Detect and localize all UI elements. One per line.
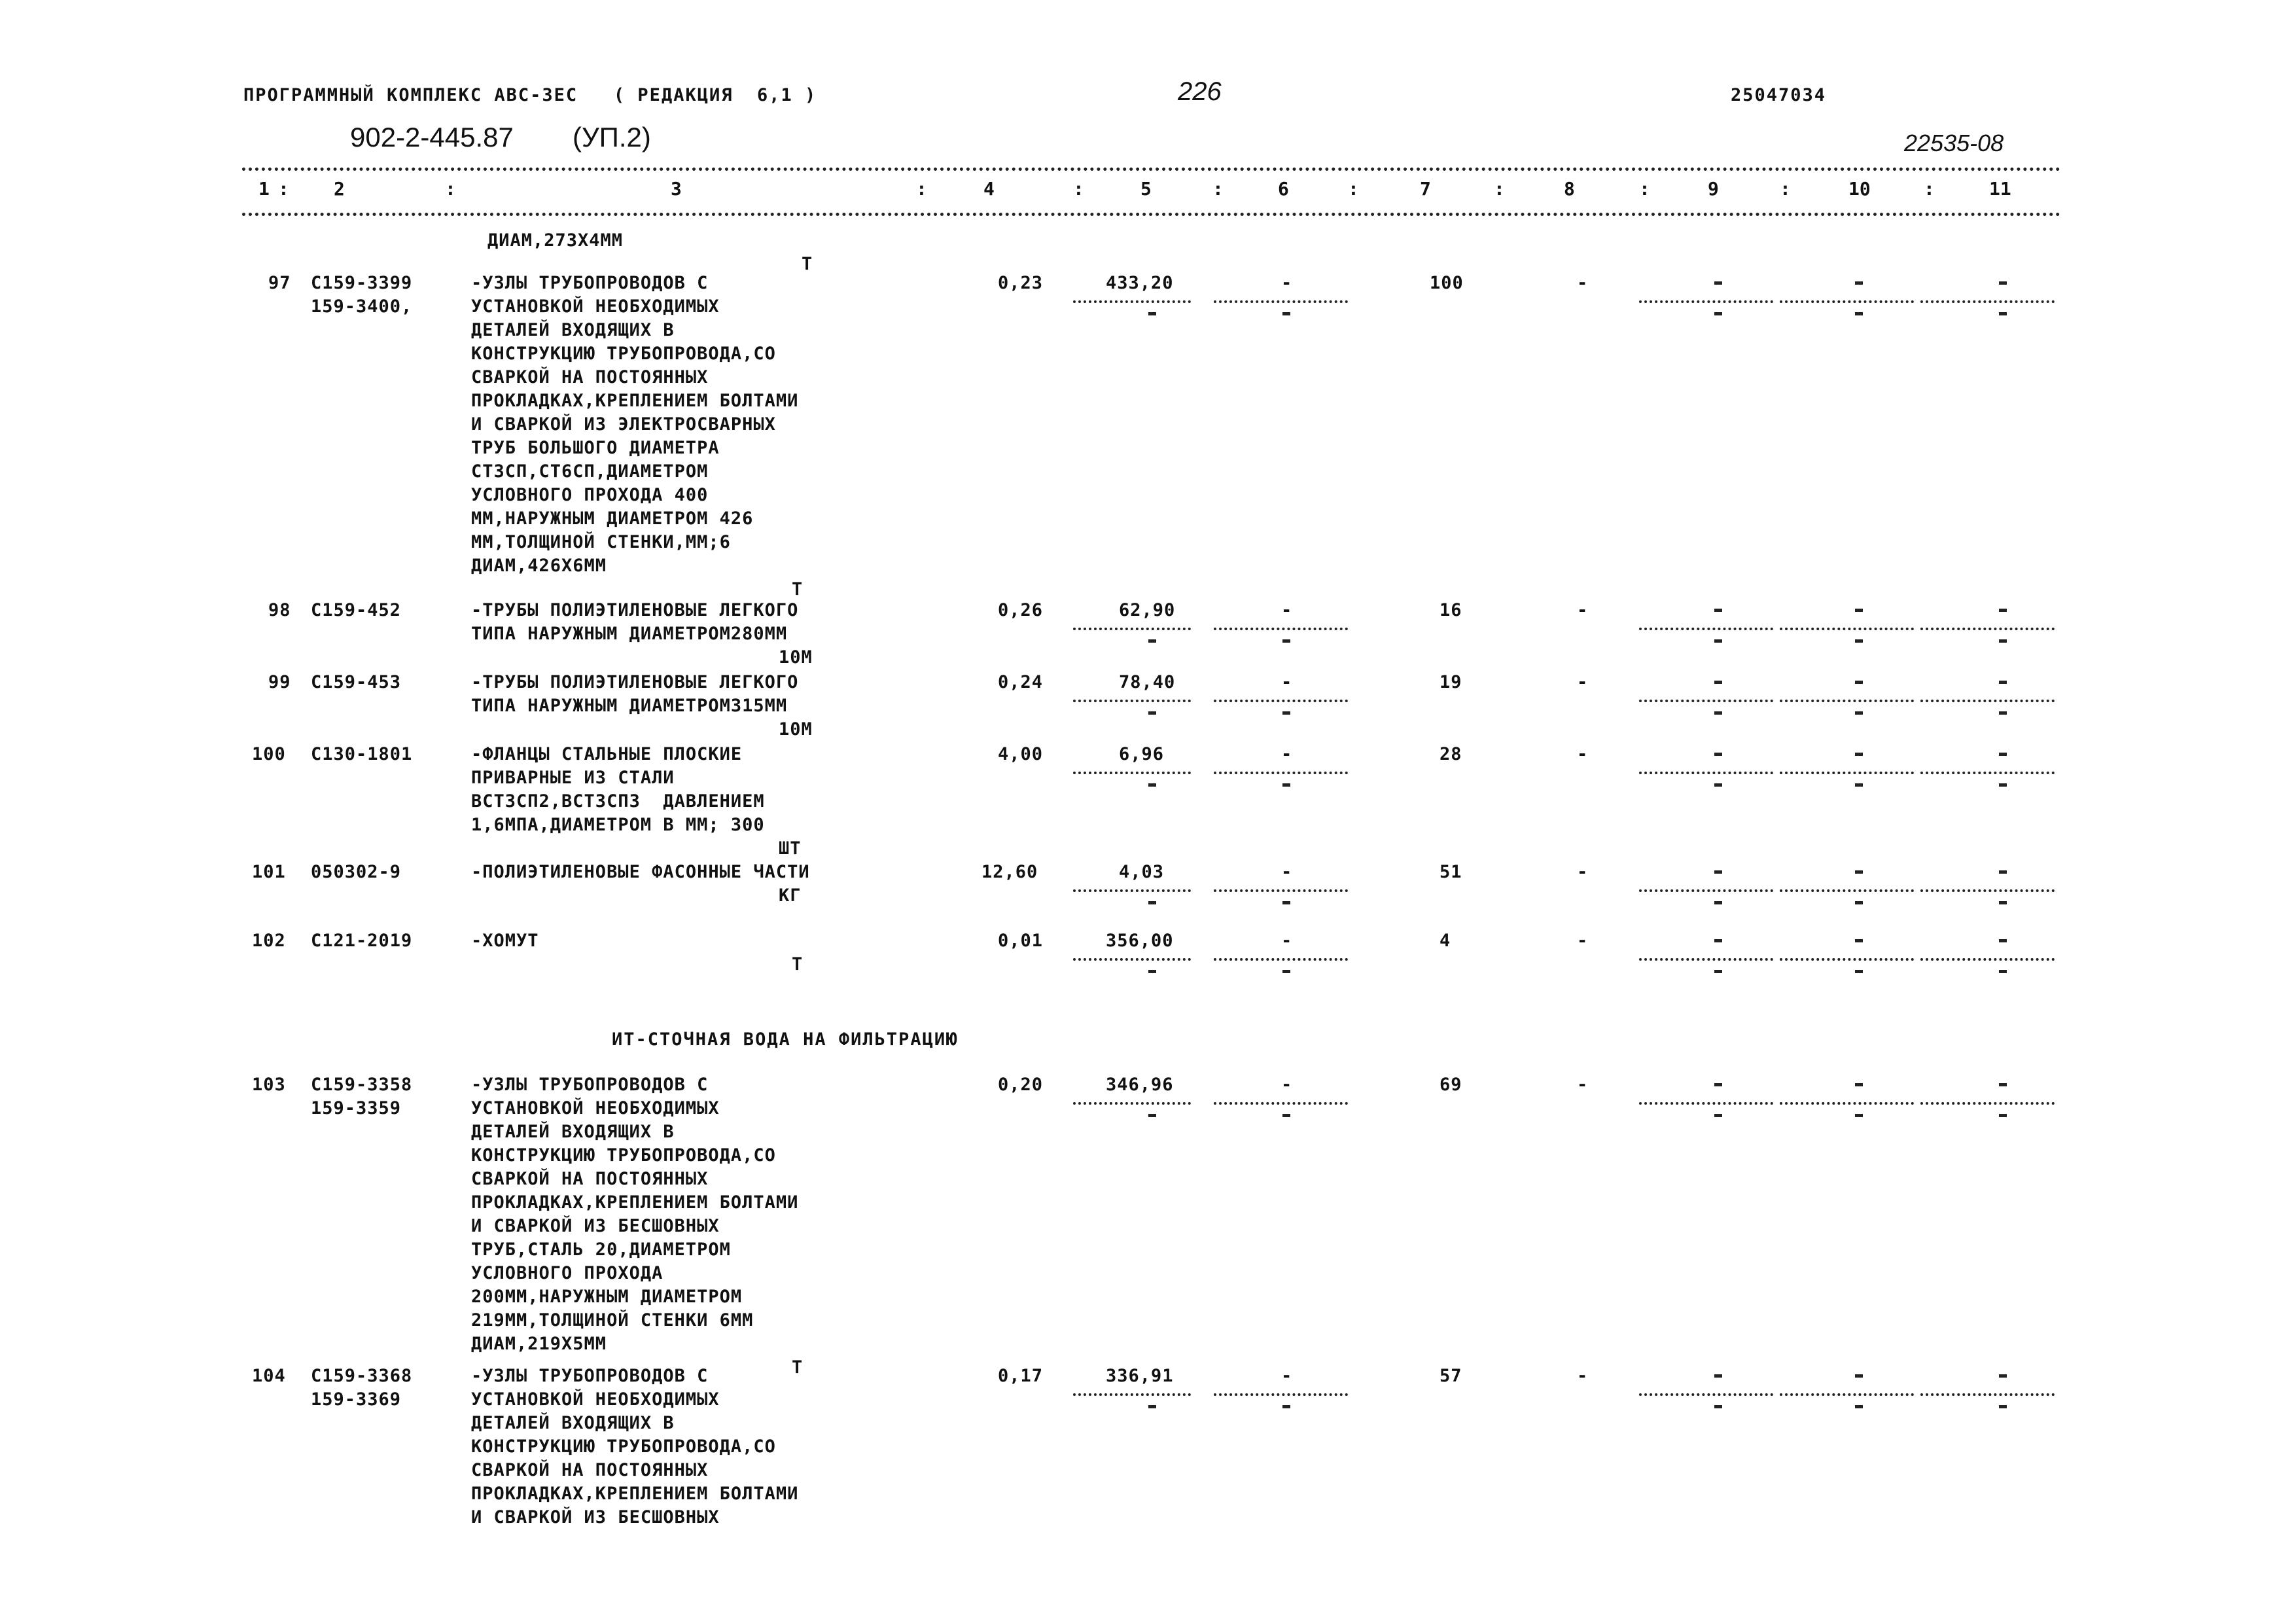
dash-mark	[1714, 783, 1722, 787]
row-number: 101	[252, 862, 286, 882]
col-sep: :	[1639, 178, 1650, 200]
dash-mark	[1714, 681, 1722, 684]
row-unit: Т	[792, 1357, 804, 1378]
album-label: (УП.2)	[573, 122, 651, 152]
col-sep: :	[1212, 178, 1224, 200]
row-col7: 28	[1439, 744, 1462, 764]
row-code: С159-452	[311, 600, 402, 620]
row-description: -ТРУБЫ ПОЛИЭТИЛЕНОВЫЕ ЛЕГКОГО ТИПА НАРУЖНЫМ ДИАМЕТРОМ315ММ	[471, 672, 799, 716]
dash-mark	[1999, 783, 2007, 787]
row-code: С159-3358	[311, 1075, 413, 1095]
dotted-rule	[1073, 958, 1191, 961]
dash-mark	[1148, 1114, 1156, 1117]
row-col8: -	[1577, 1075, 1589, 1095]
row-col7: 4	[1439, 931, 1451, 951]
row-col6: -	[1281, 862, 1293, 882]
dash-mark	[1999, 753, 2007, 756]
col-sep: :	[1348, 178, 1359, 200]
row-number: 97	[268, 273, 291, 293]
row-price: 62,90	[1119, 600, 1176, 620]
dash-mark	[1714, 1405, 1722, 1408]
row-price: 6,96	[1119, 744, 1165, 764]
col-sep: :	[278, 178, 289, 200]
dotted-rule	[1214, 628, 1348, 630]
dotted-rule	[1780, 1102, 1914, 1105]
dash-mark	[1148, 711, 1156, 715]
dotted-rule	[1639, 889, 1773, 892]
dash-mark	[1999, 639, 2007, 643]
dash-mark	[1282, 970, 1290, 973]
row-number: 100	[252, 744, 286, 764]
dash-mark	[1855, 711, 1863, 715]
dotted-rule	[1639, 1102, 1773, 1105]
dotted-rule	[1073, 1102, 1191, 1105]
row-price: 4,03	[1119, 862, 1165, 882]
dotted-rule	[1639, 628, 1773, 630]
row-description: -УЗЛЫ ТРУБОПРОВОДОВ С УСТАНОВКОЙ НЕОБХОДИМЫХ ДЕТАЛЕЙ ВХОДЯЩИХ В КОНСТРУКЦИЮ ТРУБОПРОВОДА,СО СВАРКОЙ НА ПОСТОЯННЫХ ПРОКЛАДКАХ,КРЕПЛЕНИЕМ БОЛТАМИ И СВАРКОЙ ИЗ БЕСШОВНЫХ	[471, 1366, 799, 1527]
row-col8: -	[1577, 273, 1589, 293]
dash-mark	[1714, 1374, 1722, 1378]
dotted-rule	[1214, 772, 1348, 774]
dash-mark	[1148, 970, 1156, 973]
row-col6: -	[1281, 1075, 1293, 1095]
col-2: 2	[334, 178, 345, 200]
dash-mark	[1714, 1083, 1722, 1086]
row-unit: 10М	[779, 719, 813, 740]
row-price: 346,96	[1106, 1075, 1174, 1095]
row-col7: 69	[1439, 1075, 1462, 1095]
row-col8: -	[1577, 744, 1589, 764]
dotted-rule	[1780, 300, 1914, 303]
dotted-rule	[1920, 628, 2055, 630]
row-quantity: 12,60	[981, 862, 1038, 882]
col-10: 10	[1848, 178, 1871, 200]
row-price: 336,91	[1106, 1366, 1174, 1386]
section-title: ИТ-СТОЧНАЯ ВОДА НА ФИЛЬТРАЦИЮ	[612, 1029, 959, 1050]
dotted-rule	[1920, 300, 2055, 303]
row-unit: Т	[792, 579, 804, 599]
row-description: -УЗЛЫ ТРУБОПРОВОДОВ С УСТАНОВКОЙ НЕОБХОДИМЫХ ДЕТАЛЕЙ ВХОДЯЩИХ В КОНСТРУКЦИЮ ТРУБОПРОВОДА,СО СВАРКОЙ НА ПОСТОЯННЫХ ПРОКЛАДКАХ,КРЕПЛЕНИЕМ БОЛТАМИ И СВАРКОЙ ИЗ БЕСШОВНЫХ ТРУБ,СТАЛЬ 20,ДИАМЕТРОМ УСЛОВНОГО ПРОХОДА 200ММ,НАРУЖНЫМ ДИАМЕТРОМ 219ММ,ТОЛЩИНОЙ СТЕНКИ 6ММ ДИАМ,219Х5ММ	[471, 1075, 799, 1354]
col-sep: :	[445, 178, 456, 200]
row-code: С130-1801	[311, 744, 413, 764]
dotted-rule	[1920, 958, 2055, 961]
page-number: 226	[1178, 77, 1222, 106]
col-3: 3	[671, 178, 682, 200]
row-number: 103	[252, 1075, 286, 1095]
col-8: 8	[1564, 178, 1575, 200]
row-col7: 51	[1439, 862, 1462, 882]
dash-mark	[1282, 312, 1290, 315]
dotted-rule	[1780, 1393, 1914, 1396]
table-row	[0, 1364, 2296, 1527]
continuation-line: ДИАМ,273Х4ММ	[487, 230, 624, 251]
row-col6: -	[1281, 931, 1293, 951]
col-4: 4	[983, 178, 995, 200]
row-quantity: 0,23	[998, 273, 1044, 293]
dash-mark	[1999, 939, 2007, 942]
header-rule	[242, 213, 2061, 216]
row-col8: -	[1577, 1366, 1589, 1386]
dotted-rule	[1920, 700, 2055, 702]
col-9: 9	[1708, 178, 1719, 200]
dash-mark	[1855, 281, 1863, 285]
dash-mark	[1282, 1114, 1290, 1117]
dash-mark	[1148, 901, 1156, 904]
dotted-rule	[1639, 300, 1773, 303]
table-row	[0, 743, 2296, 859]
dotted-rule	[1920, 1393, 2055, 1396]
row-description: -ХОМУТ	[471, 931, 539, 951]
dotted-rule	[1639, 772, 1773, 774]
dash-mark	[1714, 939, 1722, 942]
top-rule	[242, 168, 2061, 171]
dotted-rule	[1639, 1393, 1773, 1396]
dash-mark	[1999, 1083, 2007, 1086]
row-number: 102	[252, 931, 286, 951]
dotted-rule	[1214, 700, 1348, 702]
col-sep: :	[1780, 178, 1791, 200]
dotted-rule	[1214, 1393, 1348, 1396]
row-quantity: 4,00	[998, 744, 1044, 764]
row-col7: 16	[1439, 600, 1462, 620]
dotted-rule	[1920, 772, 2055, 774]
row-number: 99	[268, 672, 291, 692]
col-5: 5	[1140, 178, 1152, 200]
dotted-rule	[1780, 628, 1914, 630]
dash-mark	[1148, 312, 1156, 315]
row-description: -ТРУБЫ ПОЛИЭТИЛЕНОВЫЕ ЛЕГКОГО ТИПА НАРУЖНЫМ ДИАМЕТРОМ280ММ	[471, 600, 799, 644]
dotted-rule	[1639, 958, 1773, 961]
dash-mark	[1999, 901, 2007, 904]
col-sep: :	[1494, 178, 1505, 200]
dotted-rule	[1214, 889, 1348, 892]
dotted-rule	[1214, 300, 1348, 303]
dotted-rule	[1780, 889, 1914, 892]
row-code-continued: 159-3369	[311, 1389, 402, 1410]
dotted-rule	[1073, 300, 1191, 303]
table-row	[0, 599, 2296, 668]
dash-mark	[1714, 312, 1722, 315]
row-code-continued: 159-3359	[311, 1098, 402, 1118]
dash-mark	[1999, 312, 2007, 315]
row-price: 356,00	[1106, 931, 1174, 951]
dash-mark	[1855, 970, 1863, 973]
program-header: ПРОГРАММНЫЙ КОМПЛЕКС АВС-3ЕС ( РЕДАКЦИЯ 6,1 )	[243, 85, 817, 105]
dash-mark	[1282, 783, 1290, 787]
continuation-unit: Т	[802, 254, 813, 274]
row-code: 050302-9	[311, 862, 402, 882]
dash-mark	[1714, 1114, 1722, 1117]
row-col8: -	[1577, 672, 1589, 692]
column-header-row	[0, 178, 2296, 204]
dash-mark	[1714, 753, 1722, 756]
dash-mark	[1148, 1405, 1156, 1408]
row-col6: -	[1281, 744, 1293, 764]
dotted-rule	[1780, 958, 1914, 961]
row-col7: 57	[1439, 1366, 1462, 1386]
dash-mark	[1855, 1114, 1863, 1117]
col-sep: :	[1073, 178, 1084, 200]
row-col6: -	[1281, 600, 1293, 620]
dash-mark	[1714, 870, 1722, 874]
table-row	[0, 671, 2296, 740]
dash-mark	[1148, 783, 1156, 787]
row-col8: -	[1577, 600, 1589, 620]
row-quantity: 0,01	[998, 931, 1044, 951]
dash-mark	[1999, 870, 2007, 874]
row-code: С159-453	[311, 672, 402, 692]
row-unit: ШТ	[779, 838, 802, 859]
col-sep: :	[916, 178, 927, 200]
table-row	[0, 929, 2296, 974]
inventory-number: 22535-08	[1904, 130, 2004, 156]
dash-mark	[1282, 711, 1290, 715]
dotted-rule	[1073, 1393, 1191, 1396]
dash-mark	[1855, 1405, 1863, 1408]
dotted-rule	[1214, 1102, 1348, 1105]
dotted-rule	[1780, 772, 1914, 774]
dash-mark	[1855, 609, 1863, 612]
row-description: -ФЛАНЦЫ СТАЛЬНЫЕ ПЛОСКИЕ ПРИВАРНЫЕ ИЗ СТАЛИ ВСТ3СП2,ВСТ3СП3 ДАВЛЕНИЕМ 1,6МПА,ДИАМЕТРОМ В ММ; 300	[471, 744, 765, 835]
dotted-rule	[1073, 772, 1191, 774]
row-col7: 100	[1430, 273, 1464, 293]
row-quantity: 0,24	[998, 672, 1044, 692]
col-6: 6	[1278, 178, 1289, 200]
dotted-rule	[1639, 700, 1773, 702]
dash-mark	[1999, 1114, 2007, 1117]
row-unit: Т	[792, 954, 804, 974]
dotted-rule	[1073, 700, 1191, 702]
dash-mark	[1855, 783, 1863, 787]
dotted-rule	[1780, 700, 1914, 702]
col-1: 1	[258, 178, 270, 200]
row-description: -УЗЛЫ ТРУБОПРОВОДОВ С УСТАНОВКОЙ НЕОБХОДИМЫХ ДЕТАЛЕЙ ВХОДЯЩИХ В КОНСТРУКЦИЮ ТРУБОПРОВОДА,СО СВАРКОЙ НА ПОСТОЯННЫХ ПРОКЛАДКАХ,КРЕПЛЕНИЕМ БОЛТАМИ И СВАРКОЙ ИЗ ЭЛЕКТРОСВАРНЫХ ТРУБ БОЛЬШОГО ДИАМЕТРА СТ3СП,СТ6СП,ДИАМЕТРОМ УСЛОВНОГО ПРОХОДА 400 ММ,НАРУЖНЫМ ДИАМЕТРОМ 426 ММ,ТОЛЩИНОЙ СТЕНКИ,ММ;6 ДИАМ,426Х6ММ	[471, 273, 799, 576]
row-code: С159-3399	[311, 273, 413, 293]
row-quantity: 0,17	[998, 1366, 1044, 1386]
dash-mark	[1148, 639, 1156, 643]
row-number: 104	[252, 1366, 286, 1386]
row-code: С121-2019	[311, 931, 413, 951]
row-unit: 10М	[779, 647, 813, 668]
dash-mark	[1999, 681, 2007, 684]
row-price: 433,20	[1106, 273, 1174, 293]
dash-mark	[1999, 1405, 2007, 1408]
row-col6: -	[1281, 672, 1293, 692]
dash-mark	[1999, 281, 2007, 285]
dotted-rule	[1920, 1102, 2055, 1105]
row-col7: 19	[1439, 672, 1462, 692]
table-row	[0, 272, 2296, 599]
row-quantity: 0,20	[998, 1075, 1044, 1095]
dash-mark	[1855, 312, 1863, 315]
row-price: 78,40	[1119, 672, 1176, 692]
dash-mark	[1714, 970, 1722, 973]
dotted-rule	[1073, 628, 1191, 630]
dash-mark	[1714, 639, 1722, 643]
dash-mark	[1999, 609, 2007, 612]
col-11: 11	[1989, 178, 2011, 200]
row-col8: -	[1577, 862, 1589, 882]
dash-mark	[1855, 753, 1863, 756]
dash-mark	[1714, 281, 1722, 285]
dash-mark	[1282, 901, 1290, 904]
row-col6: -	[1281, 273, 1293, 293]
dash-mark	[1714, 901, 1722, 904]
dash-mark	[1999, 711, 2007, 715]
dash-mark	[1999, 970, 2007, 973]
dash-mark	[1855, 870, 1863, 874]
col-sep: :	[1924, 178, 1935, 200]
dotted-rule	[1920, 889, 2055, 892]
dash-mark	[1282, 1405, 1290, 1408]
dash-mark	[1282, 639, 1290, 643]
dash-mark	[1855, 681, 1863, 684]
document-code: 25047034	[1731, 85, 1827, 105]
dash-mark	[1855, 1374, 1863, 1378]
row-description: -ПОЛИЭТИЛЕНОВЫЕ ФАСОННЫЕ ЧАСТИ	[471, 862, 810, 882]
row-code-continued: 159-3400,	[311, 296, 413, 317]
dash-mark	[1855, 901, 1863, 904]
project-number: 902-2-445.87	[350, 122, 514, 152]
row-col6: -	[1281, 1366, 1293, 1386]
row-unit: КГ	[779, 885, 802, 906]
row-quantity: 0,26	[998, 600, 1044, 620]
row-col8: -	[1577, 931, 1589, 951]
dash-mark	[1855, 939, 1863, 942]
dotted-rule	[1073, 889, 1191, 892]
dash-mark	[1855, 1083, 1863, 1086]
dotted-rule	[1214, 958, 1348, 961]
dash-mark	[1855, 639, 1863, 643]
dash-mark	[1714, 711, 1722, 715]
dash-mark	[1999, 1374, 2007, 1378]
row-number: 98	[268, 600, 291, 620]
row-code: С159-3368	[311, 1366, 413, 1386]
dash-mark	[1714, 609, 1722, 612]
table-row	[0, 861, 2296, 906]
col-7: 7	[1420, 178, 1431, 200]
